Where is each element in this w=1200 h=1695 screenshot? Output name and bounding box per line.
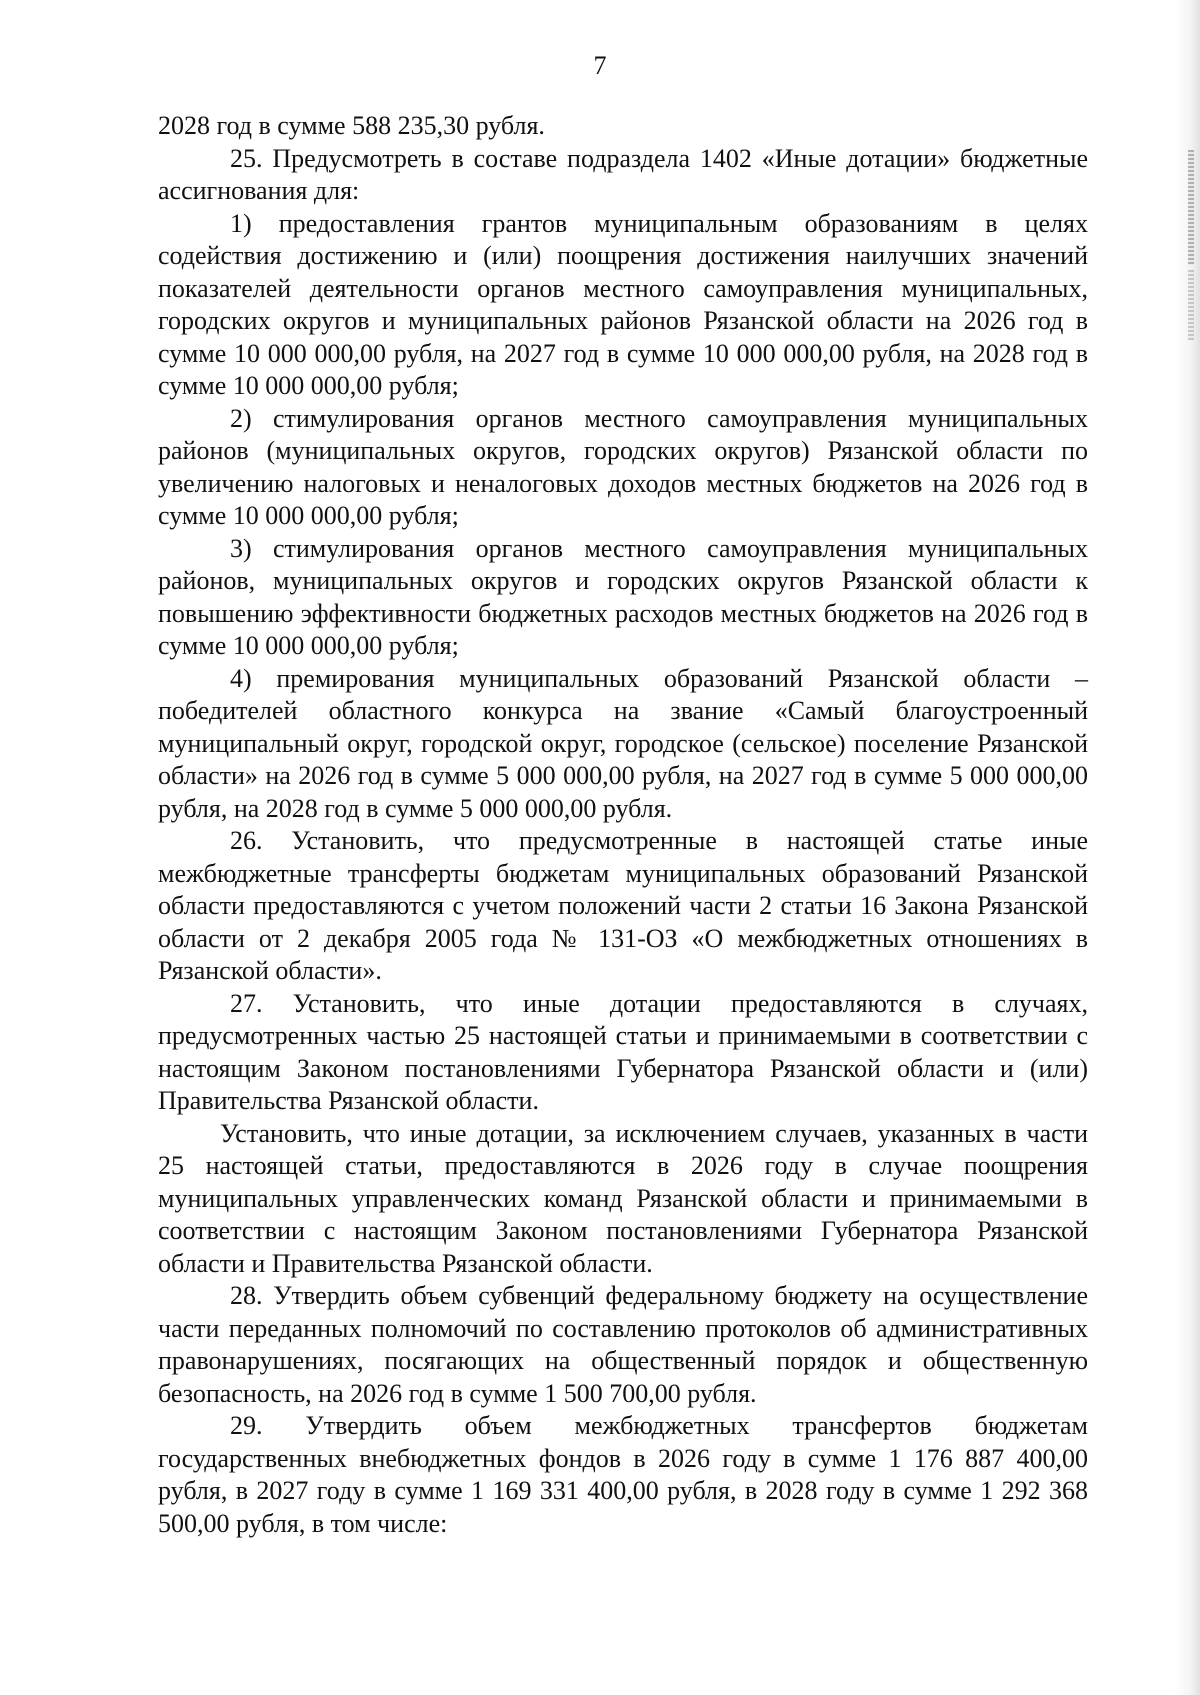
paragraph-part-26: 26. Установить, что предусмотренные в настоящей статье иные межбюджетные трансферты бюджетам муниципальных образований Рязанской области предоставляются с учетом положений части 2 статьи 16 Закона Рязанской области от 2 декабря 2005 года № 131-ОЗ «О межбюджетных отношениях в Рязанской области».	[158, 826, 1088, 985]
paragraph-part-25: 25. Предусмотреть в составе подраздела 1402 «Иные дотации» бюджетные ассигнования для:	[158, 143, 1088, 205]
paragraph-part-27-second: Установить, что иные дотации, за исключением случаев, указанных в части 25 настоящей статьи, предоставляются в 2026 году в случае поощрения муниципальных управленческих команд Рязанской области и принимаемыми в соответствии с настоящим Законом постановлениями Губернатора Рязанской области и Правительства Рязанской области.	[158, 1118, 1088, 1278]
list-item-3: 3) стимулирования органов местного самоуправления муниципальных районов, муниципальных округов и городских округов Рязанской области к повышению эффективности бюджетных расходов местных бюджетов на 2026 год в сумме 10 000 000,00 рубля;	[158, 533, 1088, 660]
document-body	[158, 110, 1088, 1540]
list-item-2: 2) стимулирования органов местного самоуправления муниципальных районов (муниципальных округов, городских округов) Рязанской области по увеличению налоговых и неналоговых доходов местных бюджетов на 2026 год в сумме 10 000 000,00 рубля;	[158, 403, 1088, 530]
scan-artifact-mark	[1188, 270, 1194, 340]
paragraph-part-29: 29. Утвердить объем межбюджетных трансфертов бюджетам государственных внебюджетных фондов в 2026 году в сумме 1 176 887 400,00 рубля, в 2027 году в сумме 1 169 331 400,00 рубля, в 2028 году в сумме 1 292 368 500,00 рубля, в том числе:	[158, 1411, 1088, 1538]
paragraph-part-27: 27. Установить, что иные дотации предоставляются в случаях, предусмотренных частью 25 настоящей статьи и принимаемыми в соответствии с настоящим Законом постановлениями Губернатора Рязанской области и (или) Правительства Рязанской области.	[158, 988, 1088, 1115]
scan-edge-shadow	[1174, 0, 1200, 1695]
list-item-4: 4) премирования муниципальных образований Рязанской области – победителей областного конкурса на звание «Самый благоустроенный муниципальный округ, городской округ, городское (сельское) поселение Рязанской области» на 2026 год в сумме 5 000 000,00 рубля, на 2027 год в сумме 5 000 000,00 рубля, на 2028 год в сумме 5 000 000,00 рубля.	[158, 663, 1088, 823]
paragraph-part-28: 28. Утвердить объем субвенций федеральному бюджету на осуществление части переданных полномочий по составлению протоколов об административных правонарушениях, посягающих на общественный порядок и общественную безопасность, на 2026 год в сумме 1 500 700,00 рубля.	[158, 1281, 1088, 1408]
list-item-1: 1) предоставления грантов муниципальным образованиям в целях содействия достижению и (или) поощрения достижения наилучших значений показателей деятельности органов местного самоуправления муниципальных, городских округов и муниципальных районов Рязанской области на 2026 год в сумме 10 000 000,00 рубля, на 2027 год в сумме 10 000 000,00 рубля, на 2028 год в сумме 10 000 000,00 рубля;	[158, 208, 1088, 400]
page-number: 7	[593, 51, 607, 80]
scan-artifact-mark	[1188, 150, 1194, 265]
paragraph-continuation: 2028 год в сумме 588 235,30 рубля.	[158, 111, 545, 140]
